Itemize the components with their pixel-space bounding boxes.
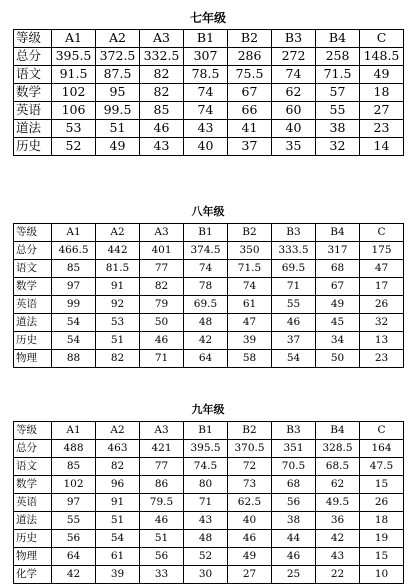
score-cell: 69.5 bbox=[272, 260, 316, 278]
subject-cell: 化学 bbox=[14, 566, 52, 584]
header-level-cell: A1 bbox=[52, 224, 96, 242]
table-row bbox=[14, 66, 404, 84]
table-row bbox=[14, 548, 404, 566]
score-cell: 73 bbox=[228, 476, 272, 494]
score-cell: 56 bbox=[52, 530, 96, 548]
subject-cell: 历史 bbox=[14, 530, 52, 548]
score-cell: 71.5 bbox=[316, 66, 360, 84]
score-cell: 64 bbox=[52, 548, 96, 566]
score-cell: 74 bbox=[184, 84, 228, 102]
table-row bbox=[14, 84, 404, 102]
score-cell: 52 bbox=[184, 548, 228, 566]
score-cell: 37 bbox=[228, 138, 272, 156]
score-cell: 62 bbox=[316, 476, 360, 494]
score-cell: 351 bbox=[272, 440, 316, 458]
score-cell: 26 bbox=[360, 494, 404, 512]
score-cell: 49 bbox=[360, 66, 404, 84]
score-cell: 164 bbox=[360, 440, 404, 458]
score-cell: 44 bbox=[272, 530, 316, 548]
score-cell: 80 bbox=[184, 476, 228, 494]
score-cell: 61 bbox=[96, 548, 140, 566]
header-level-cell: B2 bbox=[228, 224, 272, 242]
score-cell: 372.5 bbox=[96, 48, 140, 66]
score-cell: 77 bbox=[140, 260, 184, 278]
subject-cell: 道法 bbox=[14, 512, 52, 530]
header-label-cell: 等级 bbox=[14, 30, 52, 48]
subject-cell: 历史 bbox=[14, 332, 52, 350]
score-cell: 52 bbox=[52, 138, 96, 156]
score-cell: 374.5 bbox=[184, 242, 228, 260]
subject-cell: 语文 bbox=[14, 260, 52, 278]
score-cell: 60 bbox=[272, 102, 316, 120]
table-row bbox=[14, 350, 404, 368]
score-cell: 148.5 bbox=[360, 48, 404, 66]
header-level-cell: B4 bbox=[316, 30, 360, 48]
score-cell: 42 bbox=[316, 530, 360, 548]
score-cell: 51 bbox=[140, 530, 184, 548]
score-cell: 23 bbox=[360, 350, 404, 368]
header-label-cell: 等级 bbox=[14, 422, 52, 440]
header-row bbox=[14, 30, 404, 48]
score-cell: 81.5 bbox=[96, 260, 140, 278]
score-cell: 46 bbox=[140, 332, 184, 350]
score-cell: 78.5 bbox=[184, 66, 228, 84]
score-cell: 488 bbox=[52, 440, 96, 458]
score-cell: 38 bbox=[316, 120, 360, 138]
header-level-cell: B1 bbox=[184, 30, 228, 48]
score-cell: 42 bbox=[184, 332, 228, 350]
score-cell: 272 bbox=[272, 48, 316, 66]
score-cell: 106 bbox=[52, 102, 96, 120]
score-cell: 92 bbox=[96, 296, 140, 314]
grade8-score-table bbox=[13, 223, 404, 368]
score-cell: 79 bbox=[140, 296, 184, 314]
score-cell: 55 bbox=[52, 512, 96, 530]
score-cell: 50 bbox=[316, 350, 360, 368]
score-cell: 102 bbox=[52, 84, 96, 102]
header-level-cell: B2 bbox=[228, 30, 272, 48]
score-cell: 27 bbox=[228, 566, 272, 584]
table-row bbox=[14, 476, 404, 494]
score-cell: 47 bbox=[228, 314, 272, 332]
score-cell: 77 bbox=[140, 458, 184, 476]
header-level-cell: B3 bbox=[272, 422, 316, 440]
score-cell: 64 bbox=[184, 350, 228, 368]
score-cell: 68.5 bbox=[316, 458, 360, 476]
header-label-cell: 等级 bbox=[14, 224, 52, 242]
table-row bbox=[14, 458, 404, 476]
score-cell: 43 bbox=[316, 548, 360, 566]
score-cell: 91 bbox=[96, 278, 140, 296]
subject-cell: 英语 bbox=[14, 296, 52, 314]
header-level-cell: A3 bbox=[140, 422, 184, 440]
score-cell: 85 bbox=[52, 458, 96, 476]
score-cell: 82 bbox=[140, 66, 184, 84]
score-cell: 40 bbox=[184, 138, 228, 156]
score-cell: 175 bbox=[360, 242, 404, 260]
score-cell: 39 bbox=[96, 566, 140, 584]
header-level-cell: B4 bbox=[316, 422, 360, 440]
subject-cell: 数学 bbox=[14, 84, 52, 102]
subject-cell: 英语 bbox=[14, 494, 52, 512]
table-row bbox=[14, 440, 404, 458]
score-cell: 10 bbox=[360, 566, 404, 584]
score-cell: 463 bbox=[96, 440, 140, 458]
score-cell: 54 bbox=[272, 350, 316, 368]
score-cell: 32 bbox=[316, 138, 360, 156]
subject-cell: 物理 bbox=[14, 548, 52, 566]
score-cell: 82 bbox=[140, 278, 184, 296]
score-cell: 71 bbox=[184, 494, 228, 512]
score-cell: 49 bbox=[96, 138, 140, 156]
score-cell: 48 bbox=[184, 530, 228, 548]
score-cell: 333.5 bbox=[272, 242, 316, 260]
header-level-cell: C bbox=[360, 30, 404, 48]
score-cell: 43 bbox=[184, 120, 228, 138]
score-cell: 18 bbox=[360, 84, 404, 102]
score-cell: 35 bbox=[272, 138, 316, 156]
score-cell: 40 bbox=[228, 512, 272, 530]
score-cell: 32 bbox=[360, 314, 404, 332]
score-cell: 395.5 bbox=[184, 440, 228, 458]
score-cell: 87.5 bbox=[96, 66, 140, 84]
score-cell: 56 bbox=[272, 494, 316, 512]
score-cell: 14 bbox=[360, 138, 404, 156]
subject-cell: 道法 bbox=[14, 314, 52, 332]
table-row bbox=[14, 296, 404, 314]
table-row bbox=[14, 566, 404, 584]
score-cell: 74 bbox=[184, 260, 228, 278]
score-cell: 68 bbox=[272, 476, 316, 494]
score-cell: 82 bbox=[96, 458, 140, 476]
score-cell: 26 bbox=[360, 296, 404, 314]
score-cell: 42 bbox=[52, 566, 96, 584]
header-level-cell: B4 bbox=[316, 224, 360, 242]
score-cell: 49 bbox=[228, 548, 272, 566]
score-cell: 99.5 bbox=[96, 102, 140, 120]
grade7-score-table bbox=[13, 29, 404, 156]
header-level-cell: B3 bbox=[272, 30, 316, 48]
table-row bbox=[14, 138, 404, 156]
score-cell: 43 bbox=[184, 512, 228, 530]
score-cell: 46 bbox=[140, 120, 184, 138]
score-cell: 350 bbox=[228, 242, 272, 260]
score-cell: 48 bbox=[184, 314, 228, 332]
score-cell: 45 bbox=[316, 314, 360, 332]
score-cell: 79.5 bbox=[140, 494, 184, 512]
table-row bbox=[14, 278, 404, 296]
score-cell: 15 bbox=[360, 476, 404, 494]
grade9-score-table bbox=[13, 421, 404, 584]
score-cell: 317 bbox=[316, 242, 360, 260]
header-level-cell: A2 bbox=[96, 30, 140, 48]
score-cell: 51 bbox=[96, 332, 140, 350]
score-cell: 51 bbox=[96, 120, 140, 138]
score-cell: 46 bbox=[140, 512, 184, 530]
score-cell: 30 bbox=[184, 566, 228, 584]
score-cell: 57 bbox=[316, 84, 360, 102]
score-cell: 71 bbox=[140, 350, 184, 368]
header-level-cell: A3 bbox=[140, 30, 184, 48]
score-cell: 442 bbox=[96, 242, 140, 260]
subject-cell: 语文 bbox=[14, 458, 52, 476]
table-row bbox=[14, 530, 404, 548]
score-cell: 56 bbox=[140, 548, 184, 566]
table-row bbox=[14, 48, 404, 66]
score-cell: 82 bbox=[96, 350, 140, 368]
score-cell: 54 bbox=[52, 314, 96, 332]
score-cell: 68 bbox=[316, 260, 360, 278]
score-cell: 74 bbox=[228, 278, 272, 296]
subject-cell: 总分 bbox=[14, 242, 52, 260]
header-level-cell: B1 bbox=[184, 224, 228, 242]
score-cell: 66 bbox=[228, 102, 272, 120]
score-cell: 421 bbox=[140, 440, 184, 458]
subject-cell: 英语 bbox=[14, 102, 52, 120]
score-cell: 328.5 bbox=[316, 440, 360, 458]
header-level-cell: B3 bbox=[272, 224, 316, 242]
score-cell: 49.5 bbox=[316, 494, 360, 512]
score-cell: 78 bbox=[184, 278, 228, 296]
score-cell: 61 bbox=[228, 296, 272, 314]
header-row bbox=[14, 422, 404, 440]
score-cell: 88 bbox=[52, 350, 96, 368]
subject-cell: 数学 bbox=[14, 278, 52, 296]
score-cell: 395.5 bbox=[52, 48, 96, 66]
score-cell: 39 bbox=[228, 332, 272, 350]
score-cell: 22 bbox=[316, 566, 360, 584]
score-cell: 25 bbox=[272, 566, 316, 584]
score-cell: 74.5 bbox=[184, 458, 228, 476]
score-cell: 71 bbox=[272, 278, 316, 296]
score-cell: 466.5 bbox=[52, 242, 96, 260]
table-row bbox=[14, 512, 404, 530]
subject-cell: 数学 bbox=[14, 476, 52, 494]
score-cell: 46 bbox=[272, 314, 316, 332]
subject-cell: 总分 bbox=[14, 48, 52, 66]
subject-cell: 语文 bbox=[14, 66, 52, 84]
header-level-cell: A2 bbox=[96, 422, 140, 440]
score-cell: 58 bbox=[228, 350, 272, 368]
score-cell: 50 bbox=[140, 314, 184, 332]
header-level-cell: B1 bbox=[184, 422, 228, 440]
score-cell: 34 bbox=[316, 332, 360, 350]
score-cell: 40 bbox=[272, 120, 316, 138]
score-cell: 46 bbox=[228, 530, 272, 548]
score-cell: 13 bbox=[360, 332, 404, 350]
score-cell: 62 bbox=[272, 84, 316, 102]
score-cell: 67 bbox=[316, 278, 360, 296]
header-level-cell: A1 bbox=[52, 422, 96, 440]
grade8-title: 八年级 bbox=[191, 205, 225, 218]
table-row bbox=[14, 332, 404, 350]
score-cell: 97 bbox=[52, 278, 96, 296]
score-cell: 91.5 bbox=[52, 66, 96, 84]
subject-cell: 历史 bbox=[14, 138, 52, 156]
score-cell: 99 bbox=[52, 296, 96, 314]
table-row bbox=[14, 120, 404, 138]
score-cell: 74 bbox=[272, 66, 316, 84]
score-cell: 370.5 bbox=[228, 440, 272, 458]
score-cell: 49 bbox=[316, 296, 360, 314]
score-cell: 62.5 bbox=[228, 494, 272, 512]
score-cell: 47 bbox=[360, 260, 404, 278]
score-cell: 82 bbox=[140, 84, 184, 102]
score-cell: 75.5 bbox=[228, 66, 272, 84]
subject-cell: 总分 bbox=[14, 440, 52, 458]
score-cell: 85 bbox=[52, 260, 96, 278]
header-level-cell: B2 bbox=[228, 422, 272, 440]
score-cell: 54 bbox=[96, 530, 140, 548]
table-row bbox=[14, 314, 404, 332]
subject-cell: 道法 bbox=[14, 120, 52, 138]
score-cell: 53 bbox=[96, 314, 140, 332]
score-cell: 37 bbox=[272, 332, 316, 350]
score-cell: 97 bbox=[52, 494, 96, 512]
score-cell: 55 bbox=[316, 102, 360, 120]
score-cell: 286 bbox=[228, 48, 272, 66]
header-level-cell: A2 bbox=[96, 224, 140, 242]
score-cell: 27 bbox=[360, 102, 404, 120]
subject-cell: 物理 bbox=[14, 350, 52, 368]
score-cell: 23 bbox=[360, 120, 404, 138]
score-cell: 72 bbox=[228, 458, 272, 476]
score-cell: 19 bbox=[360, 530, 404, 548]
score-cell: 15 bbox=[360, 548, 404, 566]
score-cell: 332.5 bbox=[140, 48, 184, 66]
score-cell: 401 bbox=[140, 242, 184, 260]
score-cell: 55 bbox=[272, 296, 316, 314]
score-cell: 38 bbox=[272, 512, 316, 530]
score-cell: 91 bbox=[96, 494, 140, 512]
score-cell: 95 bbox=[96, 84, 140, 102]
header-level-cell: C bbox=[360, 224, 404, 242]
score-cell: 17 bbox=[360, 278, 404, 296]
score-cell: 96 bbox=[96, 476, 140, 494]
header-level-cell: C bbox=[360, 422, 404, 440]
score-cell: 46 bbox=[272, 548, 316, 566]
header-row bbox=[14, 224, 404, 242]
score-cell: 86 bbox=[140, 476, 184, 494]
score-cell: 33 bbox=[140, 566, 184, 584]
score-cell: 69.5 bbox=[184, 296, 228, 314]
table-row bbox=[14, 494, 404, 512]
score-cell: 47.5 bbox=[360, 458, 404, 476]
score-cell: 41 bbox=[228, 120, 272, 138]
table-row bbox=[14, 242, 404, 260]
score-cell: 307 bbox=[184, 48, 228, 66]
grade7-title: 七年级 bbox=[189, 11, 226, 25]
score-cell: 258 bbox=[316, 48, 360, 66]
score-cell: 71.5 bbox=[228, 260, 272, 278]
score-cell: 51 bbox=[96, 512, 140, 530]
score-cell: 102 bbox=[52, 476, 96, 494]
header-level-cell: A1 bbox=[52, 30, 96, 48]
score-cell: 53 bbox=[52, 120, 96, 138]
score-cell: 18 bbox=[360, 512, 404, 530]
score-cell: 36 bbox=[316, 512, 360, 530]
grade9-title: 九年级 bbox=[191, 403, 225, 416]
score-cell: 43 bbox=[140, 138, 184, 156]
table-row bbox=[14, 102, 404, 120]
score-cell: 67 bbox=[228, 84, 272, 102]
score-cell: 85 bbox=[140, 102, 184, 120]
score-cell: 54 bbox=[52, 332, 96, 350]
score-cell: 74 bbox=[184, 102, 228, 120]
score-cell: 70.5 bbox=[272, 458, 316, 476]
header-level-cell: A3 bbox=[140, 224, 184, 242]
table-row bbox=[14, 260, 404, 278]
